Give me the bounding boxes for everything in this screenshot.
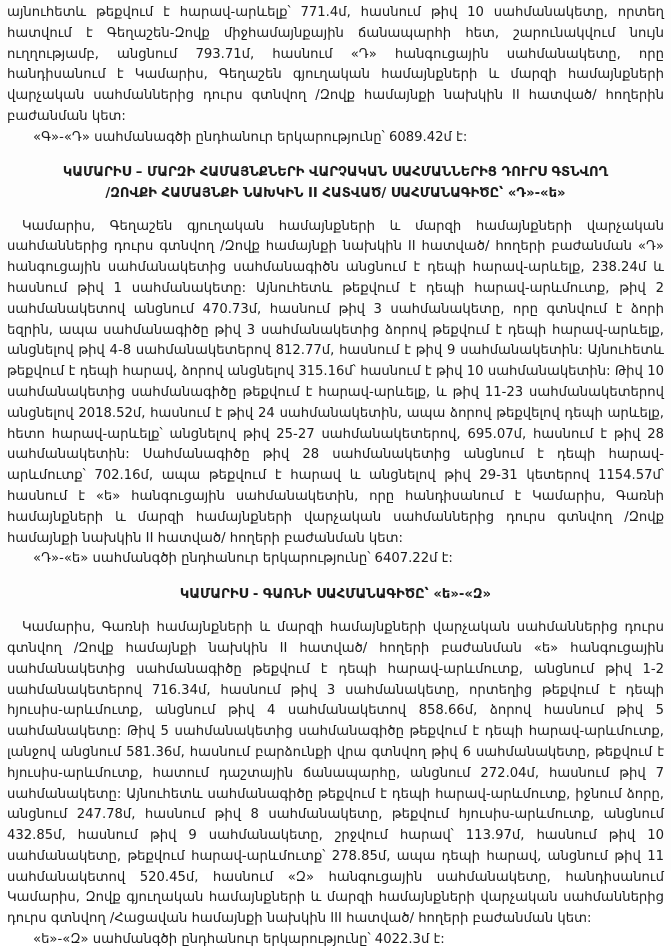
spacer [7,149,664,162]
section-heading-e-z: ԿԱՄԱՐԻՍ - ԳԱՌՆԻ ՍԱՀՄԱՆԱԳԻԾԸ՝ «ե»-«Զ» [179,587,492,603]
boundary-length-g-d: «Գ»-«Դ» սահմանագծի ընդհանուր երկարությունը՝ 6089.42մ է: [33,129,468,145]
boundary-length-d-e: «Դ»-«ե» սահմանգծի ընդհանուր երկարությունը՝ 6407.22մ է: [33,551,453,567]
boundary-length-e-z: «ե»-«Զ» սահմանգծի ընդհանուր երկարությունը՝ 4022.3մ է: [33,932,445,948]
spacer [7,204,664,217]
spacer [7,570,664,584]
boundary-description-e-z: Կամարիս, Գառնի համայնքների և մարզի համայնքների վարչական սահմաններից դուրս գտնվող /Զովք համայնքի նախկին II հատված/ հողերի բաժանման «ե» հանգուցային սահմանակետից սահմանագիծը թեքվում է դեպի հարավ-արևմուտք, անցնում թիվ 1-2 սահմանակետերով 716.34մ, հասնում թիվ 3 սահմանակետը, որտեղից թեքվում է դեպի հյուսիս-արևմուտք, անցնում թիվ 4 սահմանակետով 858.66մ, ձորով հասնում թիվ 5 սահմանակետը: Թիվ 5 սահմանակետից սահմանագիծը թեքվում է դեպի հարավ-արևմուտք, լանջով անցնում 581.36մ, հասնում բարձունքի վրա գտնվող թիվ 6 սահմանակետը, թեքվում է հյուսիս-արևմուտք, հատում դաշտային ճանապարհը, անցնում 272.04մ, հասնում թիվ 7 սահմանակետը: Այնուհետև սահմանագիծը թեքվում է դեպի հարավ-արևմուտք, իջնում ձորը, անցնում 247.78մ, հասնում թիվ 8 սահմանակետը, թեքվում հյուսիս-արևմուտք, անցնում 432.85մ, հասնում թիվ 9 սահմանակետը, շրջվում հարավ՝ 113.97մ, հասնում թիվ 10 սահմանակետը, թեքվում հարավ-արևմուտք՝ 278.85մ, ապա դեպի հարավ, անցնում թիվ 11 սահմանակետով 520.45մ, հասնում «Զ» հանգուցային սահմանակետը, հանդիսանում Կամարիս, Զովք գյուղական համայնքների և մարզի համայնքների վարչական սահմաններից դուրս գտնվող /Հացավան համայնքի նախկին III հատված/ հողերի բաժանման կետ: [7,620,664,927]
section-heading-d-e-line-2: /ԶՈՎՔԻ ՀԱՄԱՅՆՔԻ ՆԱԽԿԻՆ II ՀԱՏՎԱԾ/ ՍԱՀՄԱՆԱԳԻԾԸ՝ «Դ»-«ե» [105,185,566,201]
boundary-description-d-e: Կամարիս, Գեղաշեն գյուղական համայնքների և մարզի համայնքների վարչական սահմաններից դուրս գտնվող /Զովք համայնքի նախկին II հատված/ հողերի բաժանման «Դ» հանգուցային սահմանակետից սահմանագիծն անցնում է դեպի հարավ-արևելք, 238.24մ և հասնում թիվ 1 սահմանակետը: Այնուհետև թեքվում է դեպի հարավ-արևմուտք, թիվ 2 սահմանակետով անցնում 470.73մ, հասնում թիվ 3 սահմանակետը, որը գտնվում է ձորի եզրին, ապա սահմանագիծը թիվ 3 սահմանակետից ձորով թեքվում է դեպի հարավ-արևելք, անցնելով թիվ 4-8 սահմանակետերով 812.77մ, հասնում է թիվ 9 սահմանակետին: Այնուհետև թեքվում է դեպի հարավ, ձորով անցնելով 315.16մ՝ հասնում է թիվ 10 սահմանակետին: Թիվ 10 սահմանակետից սահմանագիծը թեքվում է հարավ-արևելք, և թիվ 11-23 սահմանակետերով անցնելով 2018.52մ, հասնում է թիվ 24 սահմանակետին, ապա ձորով թեքվելով դեպի արևելք, հետո հարավ-արևելք՝ անցնելով թիվ 25-27 սահմանակետերով, 695.07մ, հասնում է թիվ 28 սահմանակետին: Սահմանագիծը թիվ 28 սահմանակետից անցնում է դեպի հարավ-արևմուտք՝ 702.16մ, ապա թեքվում է հարավ և անցնելով թիվ 29-31 կետերով 1154.57մ՝ հասնում է «ե» հանգուցային սահմանակետին, որը հանդիսանում է Կամարիս, Գառնի համայնքների և մարզի համայնքների վարչական սահմաններից դուրս գտնվող /Զովք համայնքի նախկին II հատված/ հողերի բաժանման կետ: [7,218,664,546]
continued-boundary-paragraph: այնուհետև թեքվում է հարավ-արևելք՝ 771.4մ, հասնում թիվ 10 սահմանակետը, որտեղ հատվում է Գեղաշեն-Զովք միջհամայնքային ճանապարհի հետ, շարունակվում նույն ուղղությամբ, անցնում 793.71մ, հասնում «Դ» հանգուցային սահմանակետը, որը հանդիսանում է Կամարիս, Գեղաշեն գյուղական համայնքների և մարզի համայնքների վարչական սահմաններից դուրս գտնվող /Զովք համայնքի նախկին II հատված/ հողերին բաժանման կետ: [7,5,664,124]
spacer [7,605,664,618]
section-heading-d-e-line-1: ԿԱՄԱՐԻՍ – ՄԱՐԶԻ ՀԱՄԱՅՆՔՆԵՐԻ ՎԱՐՉԱԿԱՆ ՍԱՀՄԱՆՆԵՐԻՑ ԴՈՒՐՍ ԳՏՆՎՈՂ [62,164,609,180]
